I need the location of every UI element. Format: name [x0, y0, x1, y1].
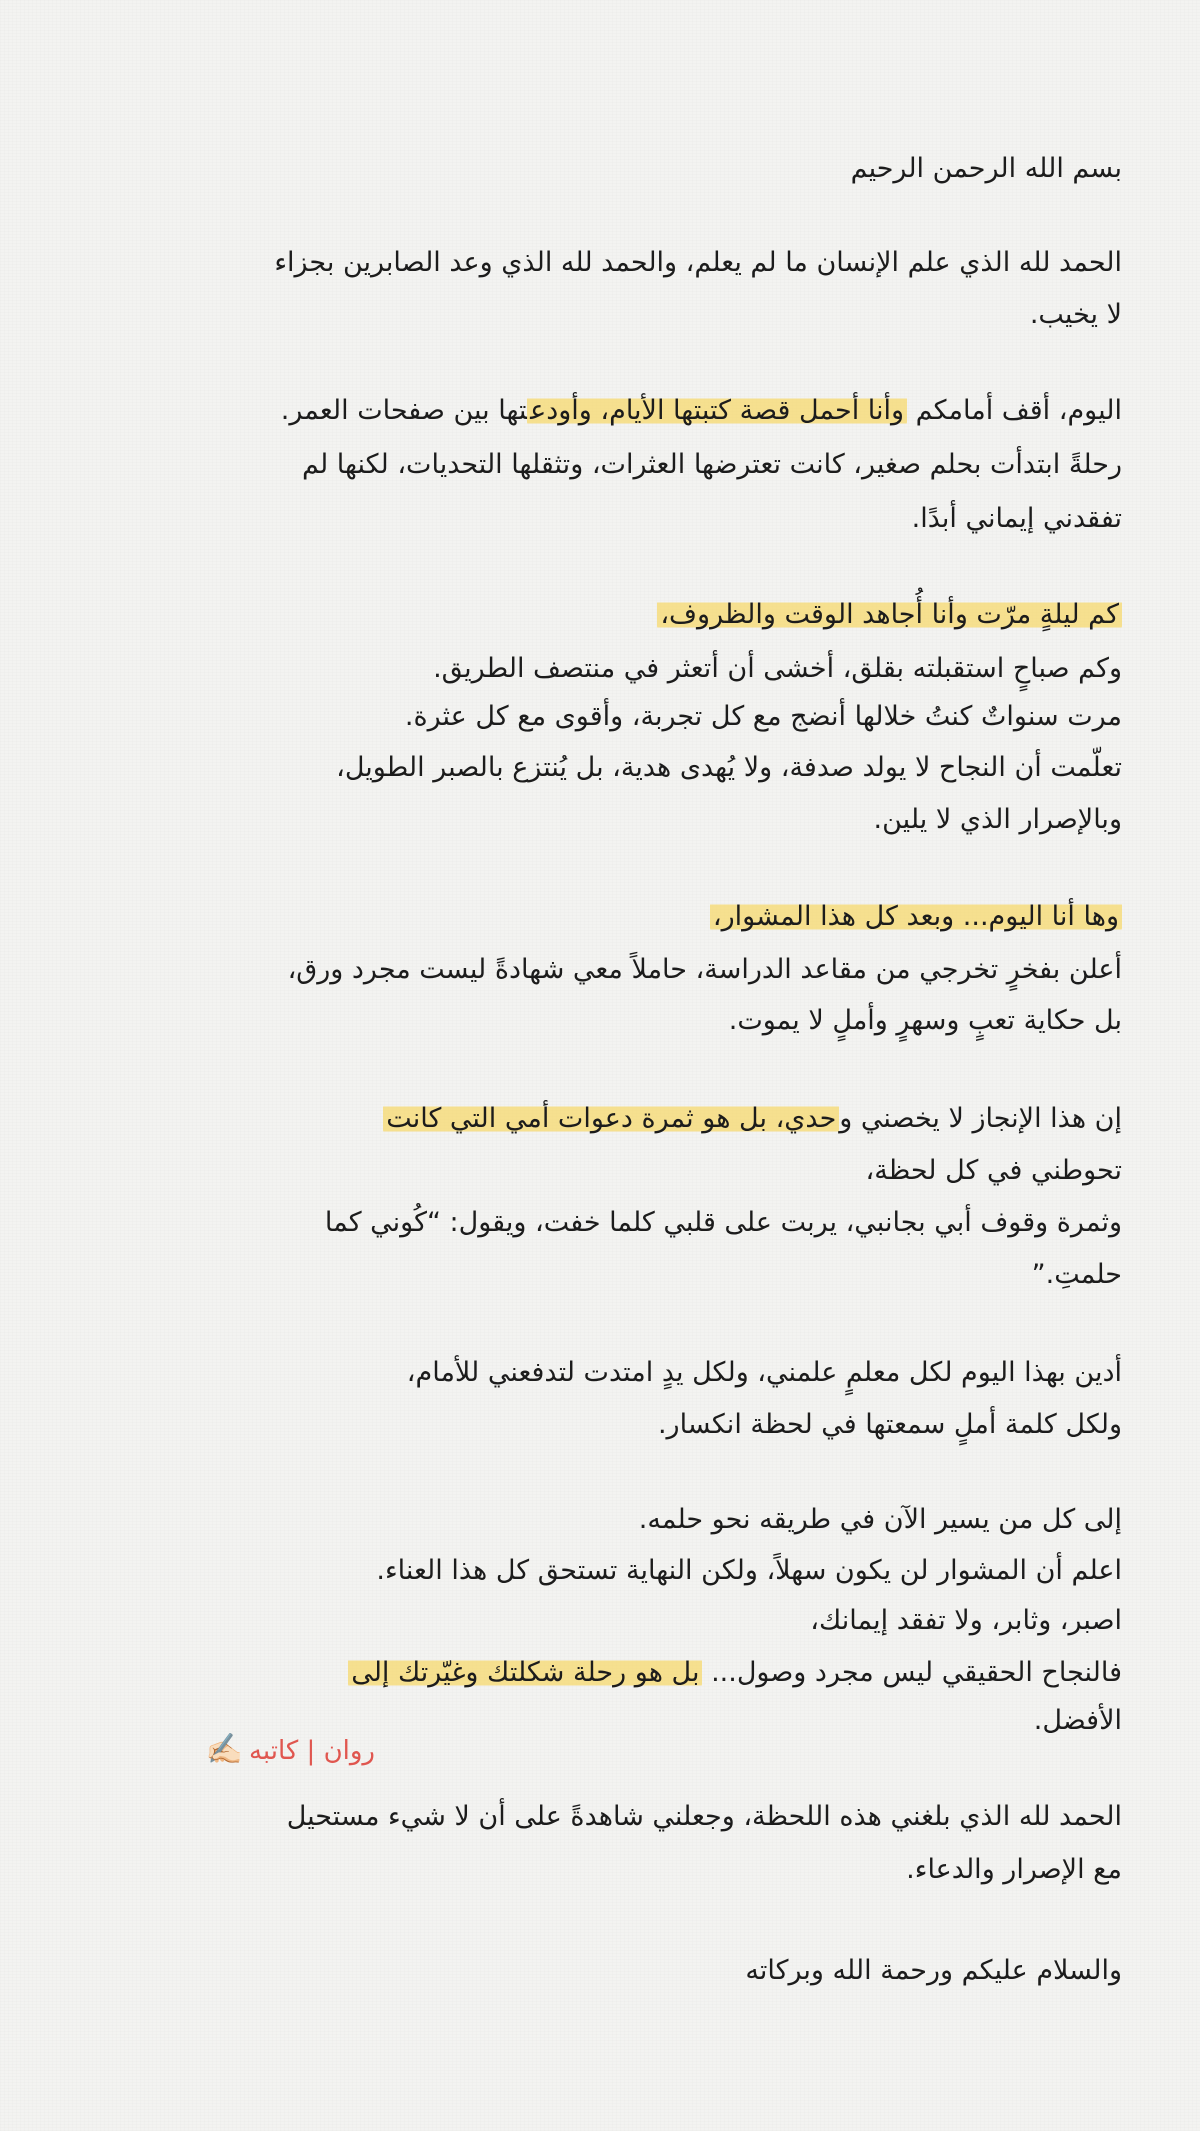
paragraph-line	[383, 1094, 1122, 1144]
paragraph-line: تحوطني في كل لحظة،	[865, 1155, 1122, 1186]
text-segment: فالنجاح الحقيقي ليس مجرد وصول...	[702, 1657, 1122, 1688]
paragraph-line: تفقدني إيماني أبدًا.	[911, 503, 1122, 534]
paragraph-line: وكم صباحٍ استقبلته بقلق، أخشى أن أتعثر في منتصف الطريق.	[433, 653, 1122, 684]
paragraph-line: تعلّمت أن النجاح لا يولد صدفة، ولا يُهدى هدية، بل يُنتزع بالصبر الطويل،	[336, 752, 1122, 783]
paragraph-line: أدين بهذا اليوم لكل معلمٍ علمني، ولكل يدٍ امتدت لتدفعني للأمام،	[406, 1357, 1122, 1388]
highlighted-text: وأنا أحمل قصة كتبتها الأيام، وأودع	[527, 395, 907, 426]
text-segment: إن هذا الإنجاز لا يخصني و	[839, 1103, 1122, 1134]
highlighted-text: وها أنا اليوم... وبعد كل هذا المشوار،	[710, 901, 1122, 932]
paragraph-line: ولكل كلمة أملٍ سمعتها في لحظة انكسار.	[657, 1409, 1122, 1440]
paragraph-line: وبالإصرار الذي لا يلين.	[873, 804, 1122, 835]
paragraph-line	[281, 386, 1122, 436]
author-signature	[206, 1728, 375, 1773]
paragraph-line: مع الإصرار والدعاء.	[906, 1854, 1122, 1885]
paragraph-line: رحلةً ابتدأت بحلم صغير، كانت تعترضها العثرات، وتثقلها التحديات، لكنها لم	[302, 449, 1122, 480]
highlighted-text: كم ليلةٍ مرّت وأنا أُجاهد الوقت والظروف،	[657, 599, 1122, 630]
paragraph-line: أعلن بفخرٍ تخرجي من مقاعد الدراسة، حاملاً معي شهادةً ليست مجرد ورق،	[287, 954, 1122, 985]
paragraph-line	[657, 590, 1122, 640]
closing-line: والسلام عليكم ورحمة الله وبركاته	[745, 1955, 1122, 1986]
paragraph-line: الحمد لله الذي علم الإنسان ما لم يعلم، والحمد لله الذي وعد الصابرين بجزاء	[274, 247, 1122, 278]
basmala: بسم الله الرحمن الرحيم	[850, 153, 1122, 184]
paragraph-line: وثمرة وقوف أبي بجانبي، يربت على قلبي كلما خفت، ويقول: “كُوني كما	[324, 1207, 1122, 1238]
paragraph-line: بل حكاية تعبٍ وسهرٍ وأملٍ لا يموت.	[728, 1005, 1122, 1036]
paragraph-line: الحمد لله الذي بلغني هذه اللحظة، وجعلني شاهدةً على أن لا شيء مستحيل	[286, 1801, 1122, 1832]
paragraph-line: الأفضل.	[1033, 1705, 1122, 1736]
paragraph-line	[348, 1648, 1122, 1698]
paragraph-line: اصبر، وثابر، ولا تفقد إيمانك،	[810, 1605, 1122, 1636]
text-segment: اليوم، أقف أمامكم	[907, 395, 1122, 426]
highlighted-text: حدي، بل هو ثمرة دعوات أمي التي كانت	[383, 1103, 839, 1134]
text-segment: تها بين صفحات العمر.	[280, 395, 528, 426]
paragraph-line: اعلم أن المشوار لن يكون سهلاً، ولكن النهاية تستحق كل هذا العناء.	[376, 1555, 1122, 1586]
paragraph-line: حلمتِ.”	[1031, 1259, 1122, 1290]
paragraph-line: لا يخيب.	[1029, 299, 1122, 330]
paragraph-line: إلى كل من يسير الآن في طريقه نحو حلمه.	[638, 1504, 1122, 1535]
writing-hand-icon: ✍🏻	[205, 1732, 243, 1767]
signature-text: روان | كاتبه	[248, 1736, 375, 1766]
highlighted-text: بل هو رحلة شكلتك وغيّرتك إلى	[348, 1657, 702, 1688]
paragraph-line: مرت سنواتٌ كنتُ خلالها أنضج مع كل تجربة، وأقوى مع كل عثرة.	[404, 701, 1122, 732]
paragraph-line	[710, 892, 1122, 942]
